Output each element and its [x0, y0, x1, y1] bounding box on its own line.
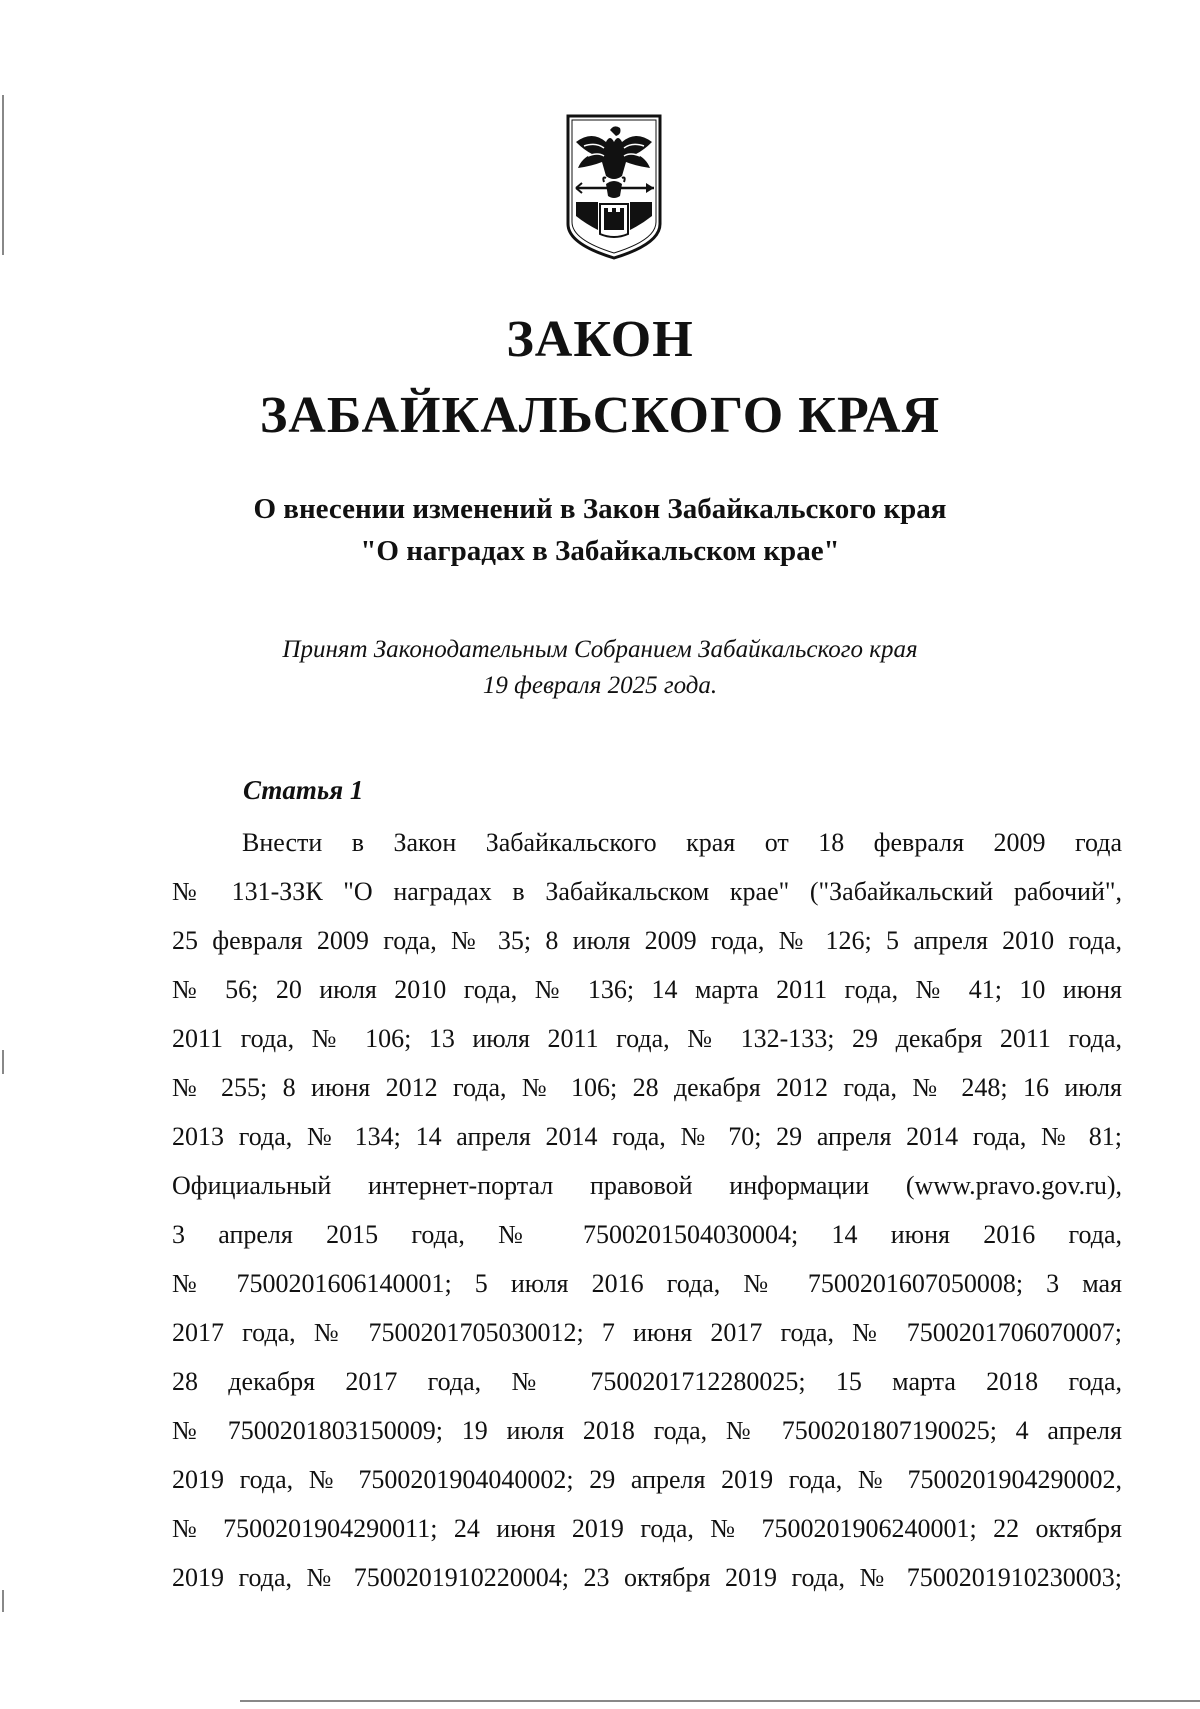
adoption-date: 19 февраля 2025 года.: [482, 672, 718, 699]
article-line: 2017 года, № 7500201705030012; 7 июня 2017 года, № 7500201706070007;: [172, 1318, 1122, 1347]
scan-bottom-line: [240, 1700, 1200, 1702]
article-line: 3 апреля 2015 года, № 7500201504030004; 14 июня 2016 года,: [172, 1220, 1122, 1249]
article-line: 2011 года, № 106; 13 июля 2011 года, № 132-133; 29 декабря 2011 года,: [172, 1024, 1122, 1053]
article-line: 28 декабря 2017 года, № 7500201712280025; 15 марта 2018 года,: [172, 1367, 1122, 1396]
adoption-note-line: Принят Законодательным Собранием Забайкальского края: [282, 636, 918, 663]
law-subtitle: [0, 488, 1200, 572]
scan-edge-mark: [2, 1590, 4, 1612]
article-line: 2019 года, № 7500201910220004; 23 октября 2019 года, № 7500201910230003;: [172, 1563, 1122, 1592]
law-subtitle-line: "О наградах в Забайкальском крае": [360, 535, 840, 567]
article-line: Внести в Закон Забайкальского края от 18 февраля 2009 года: [242, 828, 1122, 857]
law-title: ЗАКОН: [506, 311, 694, 368]
scan-edge-mark: [2, 95, 4, 255]
article-line: 2019 года, № 7500201904040002; 29 апреля 2019 года, № 7500201904290002,: [172, 1465, 1122, 1494]
law-subtitle-line: О внесении изменений в Закон Забайкальского края: [253, 493, 947, 525]
law-region-title: ЗАБАЙКАЛЬСКОГО КРАЯ: [259, 387, 941, 444]
article-line: № 56; 20 июля 2010 года, № 136; 14 марта 2011 года, № 41; 10 июня: [172, 975, 1122, 1004]
scan-edge-mark: [2, 1050, 4, 1074]
zabaykalsky-krai-coat-of-arms-icon: [562, 112, 666, 262]
article-line: № 7500201803150009; 19 июля 2018 года, № 7500201807190025; 4 апреля: [172, 1416, 1122, 1445]
article-line: Официальный интернет-портал правовой информации (www.pravo.gov.ru),: [172, 1171, 1122, 1200]
article-line: № 255; 8 июня 2012 года, № 106; 28 декабря 2012 года, № 248; 16 июля: [172, 1073, 1122, 1102]
article-line: 25 февраля 2009 года, № 35; 8 июля 2009 года, № 126; 5 апреля 2010 года,: [172, 926, 1122, 955]
article-heading: Статья 1: [243, 775, 364, 805]
article-line: № 7500201606140001; 5 июля 2016 года, № 7500201607050008; 3 мая: [172, 1269, 1122, 1298]
article-body: [172, 818, 1122, 1602]
article-line: № 7500201904290011; 24 июня 2019 года, № 7500201906240001; 22 октября: [172, 1514, 1122, 1543]
article-line: 2013 года, № 134; 14 апреля 2014 года, № 70; 29 апреля 2014 года, № 81;: [172, 1122, 1122, 1151]
article-line: № 131-ЗЗК "О наградах в Забайкальском крае" ("Забайкальский рабочий",: [172, 877, 1122, 906]
adoption-note: [0, 632, 1200, 704]
